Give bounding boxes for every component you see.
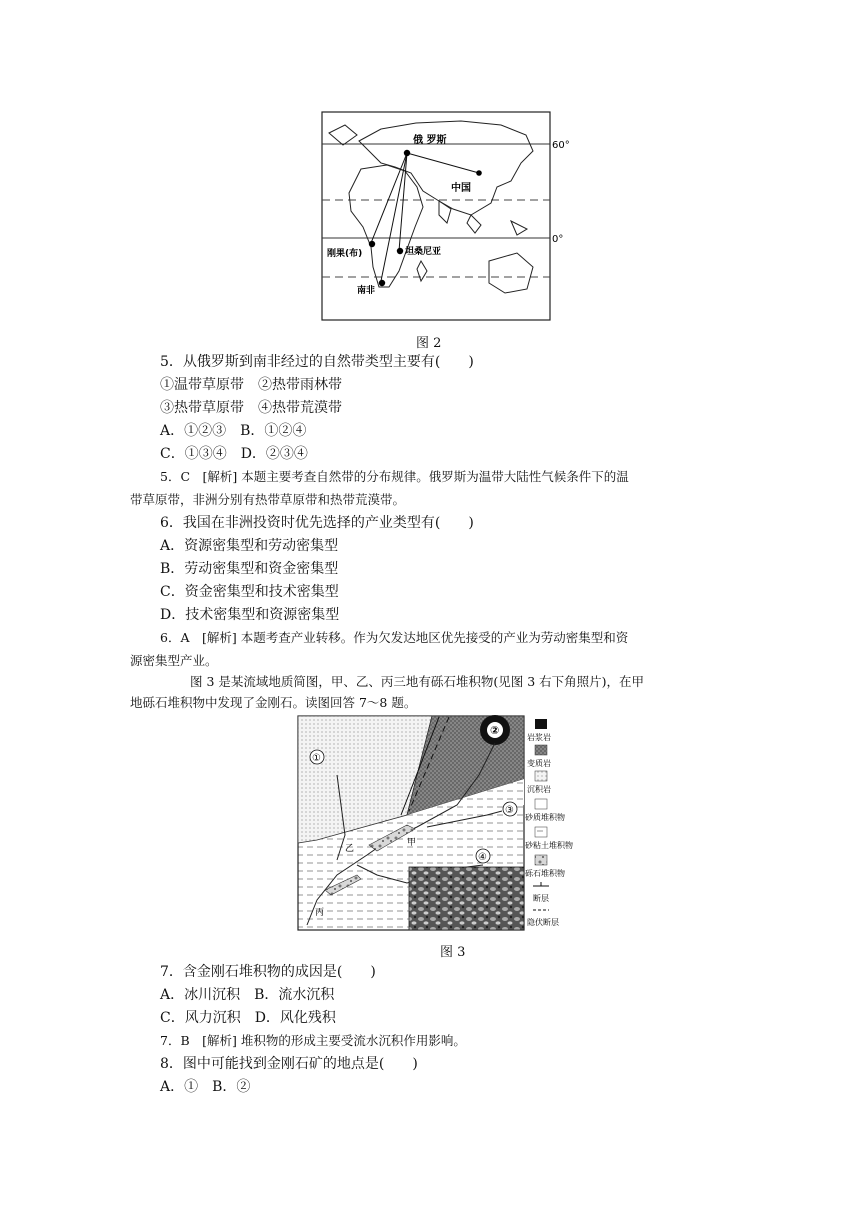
legend-swatch-sedimentary <box>535 771 547 781</box>
figure-2-caption: 图 2 <box>416 336 442 351</box>
intro-line-2: 地砾石堆积物中发现了金刚石。读图回答 7～8 题。 <box>130 695 417 710</box>
q5-options-2: ③热带草原带 ④热带荒漠带 <box>160 400 342 416</box>
label-congo: 刚果(布) <box>327 249 363 259</box>
legend-sand: 砂质堆积物 <box>525 813 565 822</box>
legend-hidden-fault: 隐伏断层 <box>527 918 559 927</box>
south-africa-point <box>379 280 385 286</box>
place-bing: 丙 <box>315 908 325 918</box>
q8-stem: 8．图中可能找到金刚石矿的地点是( ) <box>160 1056 418 1072</box>
q6-answer-line-2: 源密集型产业。 <box>130 653 218 668</box>
q5-answer-line-1: 5．C [解析] 本题主要考查自然带的分布规律。俄罗斯为温带大陆性气候条件下的温 <box>160 469 629 484</box>
intro-line-1: 图 3 是某流域地质简图，甲、乙、丙三地有砾石堆积物(见图 3 右下角照片)，在甲 <box>190 674 645 689</box>
label-china: 中国 <box>451 183 471 194</box>
legend-swatch-sand <box>535 799 547 809</box>
legend-metamorphic: 变质岩 <box>527 759 551 768</box>
legend-gravel: 砾石堆积物 <box>525 869 565 878</box>
label-tanzania: 坦桑尼亚 <box>405 247 442 257</box>
q7-choice-cd: C．风力沉积 D．风化残积 <box>160 1010 336 1026</box>
tanzania-point <box>397 248 403 254</box>
q6-option-a: A．资源密集型和劳动密集型 <box>160 538 339 554</box>
q5-choice-ab: A．①②③ B．①②④ <box>160 423 307 439</box>
q8-choice-ab: A．① B．② <box>160 1079 251 1095</box>
label-russia: 俄 罗斯 <box>413 135 447 146</box>
china-point <box>476 170 482 176</box>
q7-stem: 7．含金刚石堆积物的成因是( ) <box>160 964 376 980</box>
russia-point <box>404 150 410 156</box>
place-jia: 甲 <box>407 838 417 848</box>
q6-answer-line-1: 6．A [解析] 本题考查产业转移。作为欠发达地区优先接受的产业为劳动密集型和资 <box>160 630 629 645</box>
legend-swatch-gravel <box>535 855 547 865</box>
legend-sedimentary: 沉积岩 <box>527 785 551 794</box>
figure-3-caption: 图 3 <box>440 945 466 960</box>
geology-legend <box>525 719 573 927</box>
place-yi: 乙 <box>345 844 355 854</box>
label-lat0: 0° <box>552 234 564 245</box>
marker-4: ④ <box>478 852 487 863</box>
legend-sandy-clay: 砂粘土堆积物 <box>525 841 573 850</box>
legend-fault: 断层 <box>533 894 549 903</box>
q6-option-b: B．劳动密集型和资金密集型 <box>160 561 339 577</box>
q6-option-c: C．资金密集型和技术密集型 <box>160 584 339 600</box>
legend-swatch-sandy-clay <box>535 827 547 837</box>
label-lat60: 60° <box>552 140 570 151</box>
marker-1: ① <box>312 753 321 764</box>
congo-point <box>369 241 375 247</box>
legend-swatch-metamorphic <box>535 745 547 755</box>
q6-stem: 6．我国在非洲投资时优先选择的产业类型有( ) <box>160 515 474 531</box>
q6-option-d: D．技术密集型和资源密集型 <box>160 607 340 623</box>
marker-3: ③ <box>505 805 514 816</box>
q5-stem: 5．从俄罗斯到南非经过的自然带类型主要有( ) <box>160 354 474 370</box>
q5-answer-line-2: 带草原带，非洲分别有热带草原带和热带荒漠带。 <box>130 492 406 507</box>
marker-2: ② <box>490 724 500 737</box>
q5-options-1: ①温带草原带 ②热带雨林带 <box>160 377 342 393</box>
gravel-photo-inset <box>409 867 524 930</box>
q7-answer: 7．B [解析] 堆积物的形成主要受流水沉积作用影响。 <box>160 1033 466 1048</box>
legend-magmatic: 岩浆岩 <box>527 733 551 742</box>
legend-swatch-magmatic <box>535 719 547 729</box>
world-map-figure <box>321 111 581 323</box>
q5-choice-cd: C．①③④ D．②③④ <box>160 446 308 462</box>
label-south-africa: 南非 <box>357 286 376 296</box>
geology-figure <box>297 715 593 931</box>
q7-choice-ab: A．冰川沉积 B．流水沉积 <box>160 987 335 1003</box>
